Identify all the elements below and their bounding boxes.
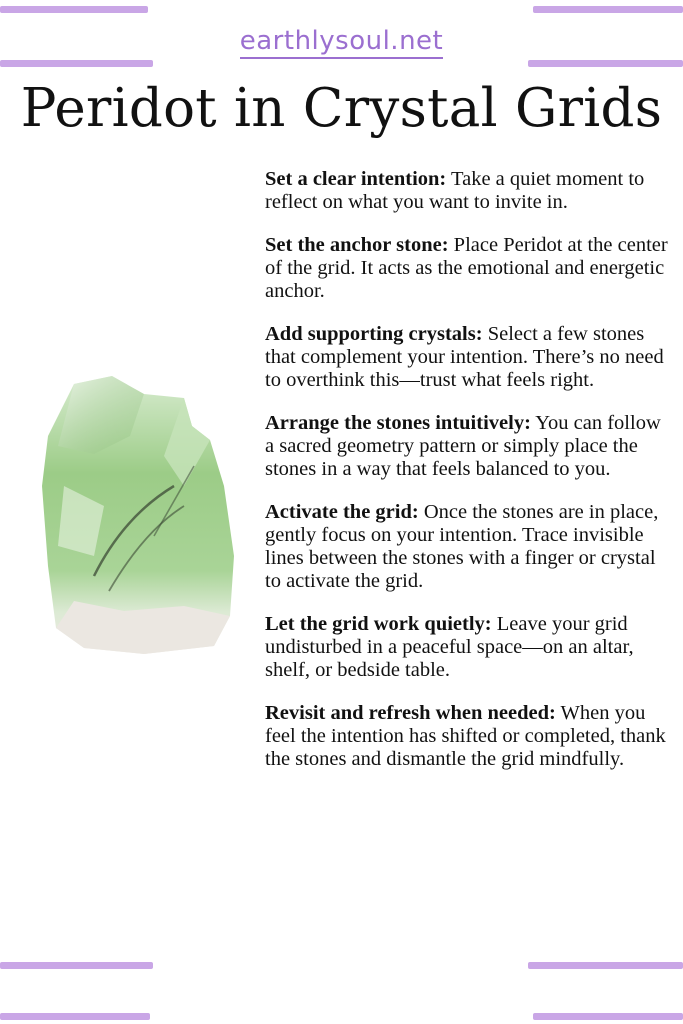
step-heading: Set the anchor stone: <box>265 234 449 256</box>
page-title: Peridot in Crystal Grids <box>20 78 663 139</box>
bottom-left-bar-2 <box>0 1013 150 1020</box>
steps-list <box>265 168 670 791</box>
peridot-crystal-image <box>34 366 244 656</box>
step-arrange-stones <box>265 412 670 481</box>
bottom-right-bar-2 <box>533 1013 683 1020</box>
step-text: Select a few stones that complement your intention. There’s no need to overthink this—trust what feels right. <box>265 323 664 391</box>
step-heading: Arrange the stones intuitively: <box>265 412 531 434</box>
top-right-bar-1 <box>533 6 683 13</box>
step-text: Place Peridot at the center of the grid. It acts as the emotional and energetic anchor. <box>265 234 668 302</box>
top-left-bar-2 <box>0 60 153 67</box>
step-text: You can follow a sacred geometry pattern or simply place the stones in a way that feels balanced to you. <box>265 412 661 480</box>
brand-logo[interactable] <box>0 26 683 56</box>
step-heading: Add supporting crystals: <box>265 323 483 345</box>
step-heading: Revisit and refresh when needed: <box>265 702 556 724</box>
step-heading: Let the grid work quietly: <box>265 613 492 635</box>
step-heading: Set a clear intention: <box>265 168 447 190</box>
bottom-left-bar-1 <box>0 962 153 969</box>
step-supporting-crystals <box>265 323 670 392</box>
step-anchor-stone <box>265 234 670 303</box>
brand-logo-text: earthlysoul.net <box>240 26 444 59</box>
step-grid-work-quietly <box>265 613 670 682</box>
step-text: When you feel the intention has shifted or completed, thank the stones and dismantle the grid mindfully. <box>265 702 666 770</box>
step-revisit-refresh <box>265 702 670 771</box>
top-left-bar-1 <box>0 6 148 13</box>
top-right-bar-2 <box>528 60 683 67</box>
bottom-right-bar-1 <box>528 962 683 969</box>
step-activate-grid <box>265 501 670 593</box>
step-text: Leave your grid undisturbed in a peaceful space—on an altar, shelf, or bedside table. <box>265 613 634 681</box>
step-text: Once the stones are in place, gently focus on your intention. Trace invisible lines between the stones with a finger or crystal to activate the grid. <box>265 501 659 592</box>
step-set-intention <box>265 168 670 214</box>
step-heading: Activate the grid: <box>265 501 419 523</box>
step-text: Take a quiet moment to reflect on what you want to invite in. <box>265 168 645 213</box>
